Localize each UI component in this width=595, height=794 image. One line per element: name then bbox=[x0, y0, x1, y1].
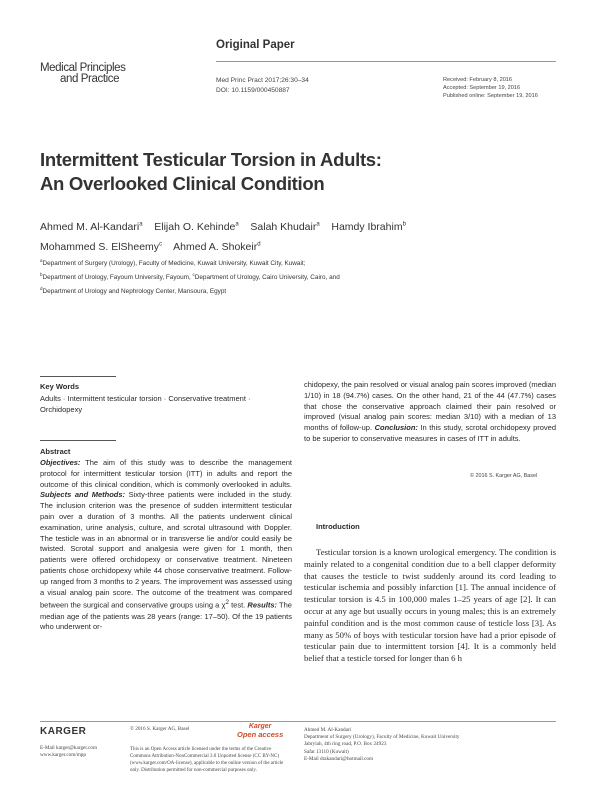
publisher-contact bbox=[40, 745, 97, 760]
citation-journal: Med Princ Pract 2017;26:30–34 bbox=[216, 77, 309, 84]
keywords-heading: Key Words bbox=[40, 382, 80, 391]
affiliation-bc: $^b$Department of Urology, Fayoum University, Fayoum, $^c$Department of Urology, Cairo University, Cairo, and bbox=[40, 272, 340, 282]
keywords-divider bbox=[40, 376, 116, 377]
journal-name-line1: Medical Principles bbox=[40, 62, 126, 74]
abstract-divider bbox=[40, 440, 116, 441]
journal-name-line2: and Practice bbox=[60, 73, 120, 85]
citation-doi[interactable]: DOI: 10.1159/000450887 bbox=[216, 86, 290, 94]
accepted-date: Accepted: September 19, 2016 bbox=[443, 85, 521, 91]
footer-divider bbox=[40, 721, 556, 722]
author: Salah Khudair$^a$ bbox=[250, 220, 320, 233]
author: Ahmed A. Shokeir$^d$ bbox=[173, 241, 261, 253]
correspondence-address2: Safat 13110 (Kuwait) bbox=[304, 748, 349, 755]
title-line1: Intermittent Testicular Torsion in Adults: bbox=[40, 149, 382, 170]
abstract-heading: Abstract bbox=[40, 447, 71, 456]
paper-type: Original Paper bbox=[216, 39, 295, 51]
author: Ahmed M. Al-Kandari$^a$ bbox=[40, 220, 143, 233]
author: Mohammed S. ElSheemy$^c$ bbox=[40, 241, 163, 253]
correspondence-email[interactable]: E-Mail drakandari@hotmail.com bbox=[304, 755, 374, 762]
author: Hamdy Ibrahim$^b$ bbox=[331, 220, 406, 233]
keywords-text: Adults · Intermittent testicular torsion · Conservative treatment · Orchidopexy bbox=[40, 394, 251, 414]
published-date: Published online: September 19, 2016 bbox=[443, 93, 538, 99]
article-dates bbox=[443, 76, 538, 100]
abstract-text-continued: chidopexy, the pain resolved or visual analog pain scores improved (median 1/10) in 18 (94.7%) cases. On the other hand, 21 of the 44 (47.7%) cases that chose the conservative approach claimed their pain resolved or improved (visual analog pain scores: median 3/10) with a median of 13 months of follow-up. Conclusion: In this study, scrotal orchidopexy proved to be superior to conservative measures in cases of ITT in adults. bbox=[304, 380, 556, 443]
article-title bbox=[40, 148, 540, 196]
affiliations bbox=[40, 255, 560, 297]
correspondence-dept: Department of Surgery (Urology), Faculty of Medicine, Kuwait University bbox=[304, 734, 460, 741]
journal-logo bbox=[40, 63, 125, 85]
correspondence-name: Ahmed M. Al-Kandari bbox=[304, 727, 352, 733]
citation bbox=[216, 76, 309, 95]
publisher-website[interactable]: www.karger.com/mpp bbox=[40, 752, 86, 759]
license-text: This is an Open Access article licensed under the terms of the Creative Commons Attribution-NonCommercial 3.0 Unported license (CC BY-NC) (www.karger.com/OA-license), applicable to the online version of the article only. Distribution permitted for non-commercial purposes only. bbox=[130, 747, 284, 773]
open-access-logo: Karger Open access bbox=[237, 723, 284, 739]
affiliation-d: $^d$Department of Urology and Nephrology Center, Mansoura, Egypt bbox=[40, 286, 227, 296]
correspondence-address1: Jabryiah, 4th ring road, P.O. Box 24923 bbox=[304, 741, 387, 748]
introduction-heading: Introduction bbox=[316, 522, 360, 531]
received-date: Received: February 8, 2016 bbox=[443, 77, 513, 83]
publisher-email[interactable]: E-Mail karger@karger.com bbox=[40, 745, 98, 751]
author: Elijah O. Kehinde$^a$ bbox=[154, 220, 239, 233]
affiliation-a: $^a$Department of Surgery (Urology), Faculty of Medicine, Kuwait University, Kuwait City, Kuwait; bbox=[40, 258, 306, 268]
abstract-text: Objectives: The aim of this study was to describe the management protocol for intermittent testicular torsion (ITT) in adults and report the outcome of this clinical condition, which is commonly overlooked in adults. Subjects and Methods: Sixty-three patients were included in the study. The inclusion criterion was the presence of sudden intermittent testicular pain over a duration of 3 months. All the patients underwent clinical examination, urine analysis, culture, and scrotal ultrasound with Doppler. The testicle was in an abnormal or in transverse lie and/or could easily be twisted. Scrotal support and analgesia were given for 1 month, then patients were offered orchidopexy or conservative treatment. Nineteen patients chose orchidopexy while 44 chose conservative treatment. Follow-up ranged from 3 months to 2 years. The improvement was assessed using a visual analog pain score. The outcome of the treatment was compared between the surgical and conservative groups using a $\chi^2$ test. Results: The median age of the patients was 28 years (range: 17–50). Of the 19 patients who underwent or- bbox=[40, 458, 292, 632]
abstract-copyright: © 2016 S. Karger AG, Basel bbox=[470, 473, 538, 479]
title-line2: An Overlooked Clinical Condition bbox=[40, 173, 325, 194]
header-divider bbox=[216, 61, 556, 62]
correspondence bbox=[304, 727, 556, 763]
author-list bbox=[40, 215, 560, 256]
introduction-text: Testicular torsion is a known urological emergency. The condition is mainly related to a congenital condition due to a bell clapper deformity that causes the testicle to twist suddenly around its cord leading to testicular ischemia and possibly infarction [1]. The annual incidence of testicular torsion is 4.5 in 100,000 males 1–25 years of age [2]. It can occur at any age but usually occurs in young males; this is an extremely painful condition and is the most common cause of testicle loss [3]. As many as 50% of boys with testicular torsion have had a prior episode of testicular pain due to intermittent torsion [4]. It is a commonly held belief that a testicle torsed for longer than 6 h bbox=[304, 547, 556, 664]
footer-copyright: © 2016 S. Karger AG, Basel bbox=[130, 726, 190, 732]
publisher-logo: KARGER bbox=[40, 726, 87, 737]
